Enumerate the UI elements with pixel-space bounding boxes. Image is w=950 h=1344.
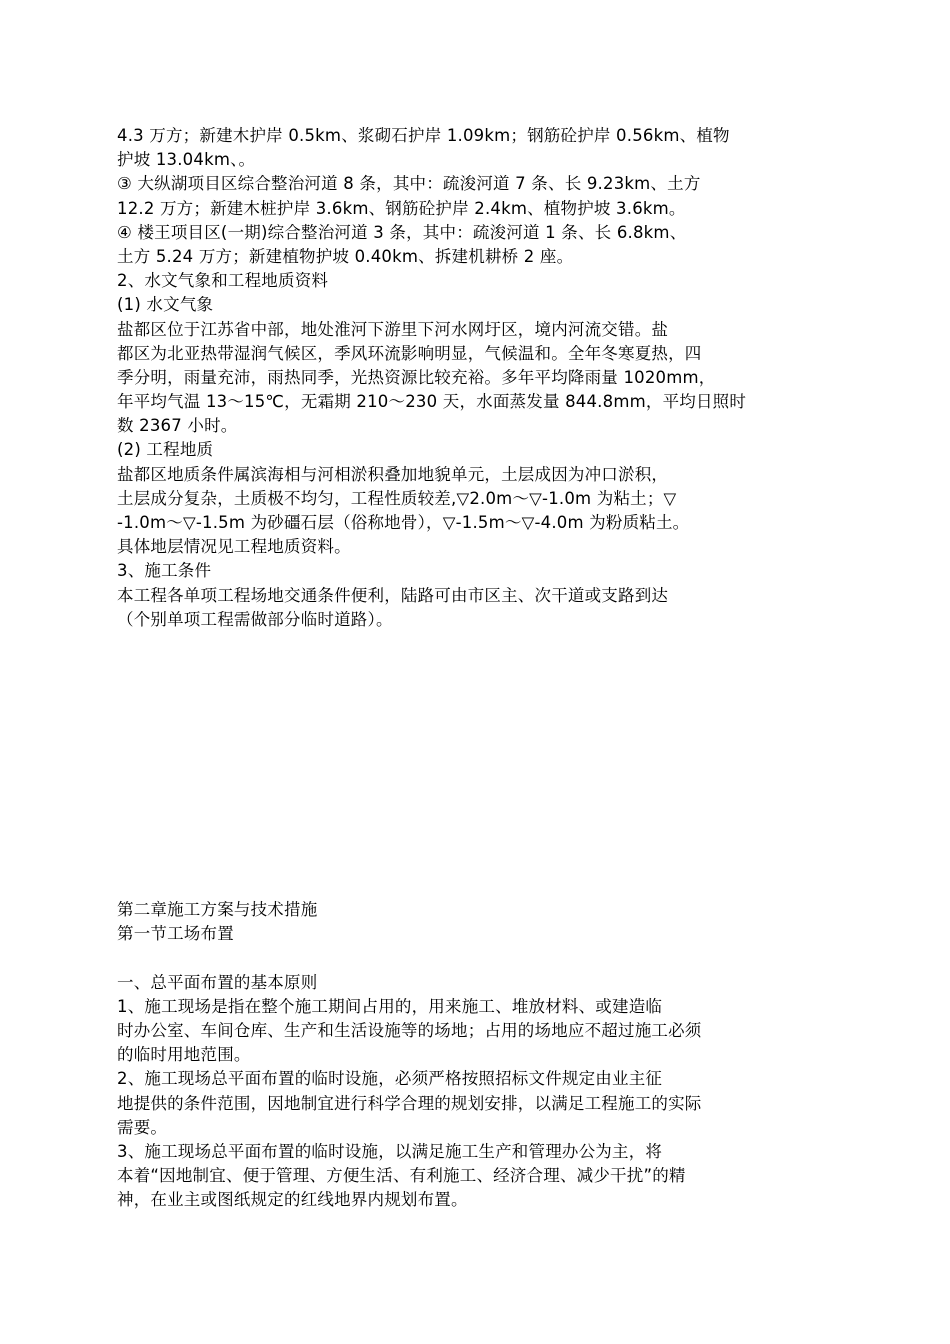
blank-line [117, 946, 807, 970]
text-line: 本工程各单项工程场地交通条件便利，陆路可由市区主、次干道或支路到达 [117, 585, 669, 605]
subsection-heading: (1) 水文气象 [117, 295, 214, 315]
text-line: 数 2367 小时。 [117, 416, 238, 436]
text-line: 4.3 万方；新建木护岸 0.5km、浆砌石护岸 1.09km；钢筋砼护岸 0.56km、植物 [117, 126, 730, 145]
text-line: ④ 楼王项目区(一期)综合整治河道 3 条，其中：疏浚河道 1 条、长 6.8km、 [117, 222, 687, 242]
text-line: 都区为北亚热带湿润气候区，季风环流影响明显，气候温和。全年冬寒夏热，四 [117, 343, 702, 363]
text-line: 盐都区地质条件属滨海相与河相淤积叠加地貌单元，土层成因为冲口淤积， [117, 464, 669, 484]
text-line: 3、施工现场总平面布置的临时设施，以满足施工生产和管理办公为主，将 [117, 1141, 663, 1161]
text-line: 年平均气温 13～15℃，无霜期 210～230 天，水面蒸发量 844.8mm，平均日照时 [117, 392, 747, 412]
text-line: 神，在业主或图纸规定的红线地界内规划布置。 [117, 1190, 468, 1210]
text-line: 1、施工现场是指在整个施工期间占用的，用来施工、堆放材料、或建造临 [117, 996, 663, 1016]
text-line: 土层成分复杂，土质极不均匀，工程性质较差,▽2.0m～▽-1.0m 为粘土；▽ [117, 488, 677, 508]
text-line: 本着“因地制宜、便于管理、方便生活、有利施工、经济合理、减少干扰”的精 [117, 1166, 686, 1186]
chapter-two-text [117, 898, 807, 1212]
text-line: 具体地层情况见工程地质资料。 [117, 537, 351, 557]
subsection-heading: (2) 工程地质 [117, 440, 214, 460]
text-line: 需要。 [117, 1117, 168, 1137]
text-line: 季分明，雨量充沛，雨热同季，光热资源比较充裕。多年平均降雨量 1020mm， [117, 367, 716, 387]
section-title: 第一节工场布置 [117, 924, 234, 944]
section-heading: 2、水文气象和工程地质资料 [117, 271, 329, 291]
text-line: ③ 大纵湖项目区综合整治河道 8 条，其中：疏浚河道 7 条、长 9.23km、土方 [117, 174, 701, 194]
text-line: 时办公室、车间仓库、生产和生活设施等的场地；占用的场地应不超过施工必须 [117, 1020, 702, 1040]
text-line: 12.2 万方；新建木桩护岸 3.6km、钢筋砼护岸 2.4km、植物护坡 3.6km。 [117, 198, 686, 218]
text-line: 2、施工现场总平面布置的临时设施，必须严格按照招标文件规定由业主征 [117, 1069, 663, 1089]
project-overview-text [117, 124, 807, 632]
section-heading: 3、施工条件 [117, 561, 212, 581]
text-line: （个别单项工程需做部分临时道路）。 [117, 609, 393, 629]
text-line: 盐都区位于江苏省中部，地处淮河下游里下河水网圩区，境内河流交错。盐 [117, 319, 669, 339]
text-line: 的临时用地范围。 [117, 1045, 251, 1065]
text-line: 护坡 13.04km、。 [117, 150, 256, 170]
text-line: -1.0m～▽-1.5m 为砂礓石层（俗称地骨），▽-1.5m～▽-4.0m 为粉质粘土。 [117, 513, 690, 532]
text-line: 地提供的条件范围，因地制宜进行科学合理的规划安排，以满足工程施工的实际 [117, 1093, 702, 1113]
chapter-title: 第二章施工方案与技术措施 [117, 900, 318, 919]
section-heading: 一、总平面布置的基本原则 [117, 972, 318, 992]
text-line: 土方 5.24 万方；新建植物护坡 0.40km、拆建机耕桥 2 座。 [117, 246, 574, 266]
